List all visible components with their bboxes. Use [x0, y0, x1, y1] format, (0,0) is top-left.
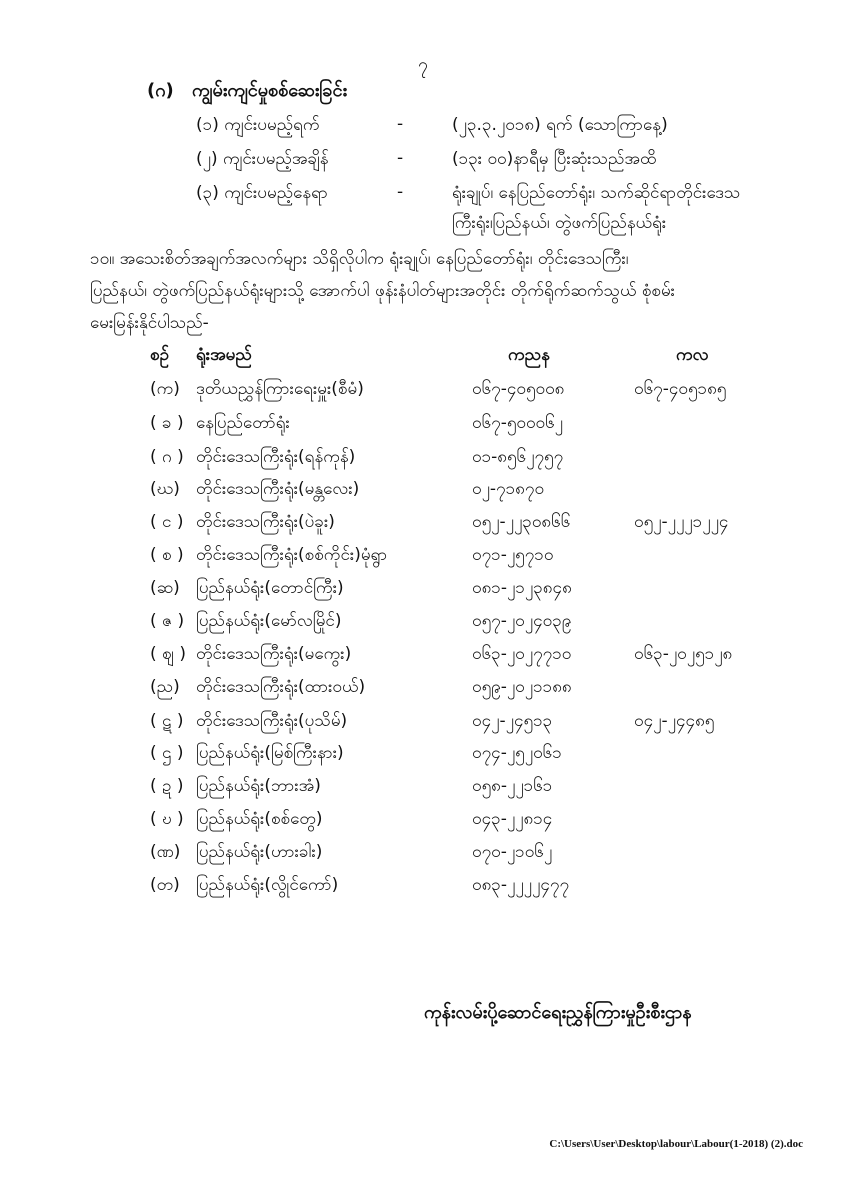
row-name: တိုင်းဒေသကြီးရုံး(မကွေး) [196, 644, 352, 664]
row-name: တိုင်းဒေသကြီးရုံး(ထားဝယ်) [196, 677, 366, 697]
row-fax: ၀၆၃-၂၀၂၅၁၂၈ [634, 644, 733, 664]
row-no: ( ဋ ) [150, 711, 184, 731]
row-no: ( ဍ ) [150, 776, 184, 796]
table-row [0, 676, 849, 709]
row-name: တိုင်းဒေသကြီးရုံး(ရန်ကုန်) [196, 447, 356, 467]
item-place-label: (၃) ကျင်းပမည့်နေရာ [196, 183, 328, 203]
row-no: (ဃ) [150, 479, 180, 499]
table-row [0, 446, 849, 479]
row-no: ( ခ ) [150, 413, 184, 433]
row-tel: ၀၇၀-၂၁၀၆၂ [472, 842, 553, 862]
item-time-label: (၂) ကျင်းပမည့်အချိန် [196, 149, 329, 169]
item-place-value: ရုံးချုပ်၊ နေပြည်တော်ရုံး၊ သက်ဆိုင်ရာတိုင်းဒေသ [452, 183, 741, 203]
row-tel: ၀၄၃-၂၂၈၁၄ [472, 809, 553, 829]
table-row [0, 643, 849, 676]
signature: ကုန်းလမ်းပို့ဆောင်ရေးညွှန်ကြားမှုဦးစီးဌာန [424, 1002, 692, 1023]
row-name: ဒုတိယညွှန်ကြားရေးမှူး(စီမံ) [196, 379, 364, 399]
row-tel: ၀၈၃-၂၂၂၂၄၇၇ [472, 875, 570, 895]
item-place-value-cont: ကြီးရုံး၊ပြည်နယ်၊ တွဲဖက်ပြည်နယ်ရုံး [452, 213, 667, 233]
row-no: ( ဈ ) [150, 644, 187, 664]
row-no: ( ဇ ) [150, 611, 185, 631]
row-tel: ၀၂-၇၁၈၇၀ [472, 479, 545, 499]
page-number: ၇ [418, 54, 429, 75]
row-tel: ၀၈၁-၂၁၂၃၈၄၈ [472, 578, 572, 598]
row-fax: ၀၆၇-၄၀၅၁၈၅ [634, 379, 727, 399]
table-row [0, 841, 849, 874]
row-no: ( ဎ ) [150, 809, 184, 829]
footer-path: C:\Users\User\Desktop\labour\Labour(1-2018) (2).doc [549, 1138, 803, 1150]
row-tel: ၀၁-၈၅၆၂၇၅၇ [472, 447, 564, 467]
row-no: (ဆ) [150, 578, 180, 598]
table-row [0, 544, 849, 577]
row-no: (က) [150, 379, 180, 399]
row-name: တိုင်းဒေသကြီးရုံး(မန္တလေး) [196, 479, 360, 499]
row-no: (ည) [150, 677, 180, 697]
table-row [0, 775, 849, 808]
table-header [0, 344, 849, 377]
row-name: ပြည်နယ်ရုံး(တောင်ကြီး) [196, 578, 344, 598]
table-row [0, 577, 849, 610]
row-fax: ၀၄၂-၂၄၄၈၅ [634, 711, 715, 731]
table-row [0, 874, 849, 907]
row-tel: ၀၆၃-၂၀၂၇၇၁၀ [472, 644, 572, 664]
row-no: ( စ ) [150, 545, 184, 565]
paragraph-line-3: မေးမြန်းနိုင်ပါသည်- [90, 313, 209, 333]
row-no: (တ) [150, 875, 180, 895]
row-tel: ၀၆၇-၅၀၀၀၆၂ [472, 413, 563, 433]
row-name: ပြည်နယ်ရုံး(မြစ်ကြီးနား) [196, 743, 344, 763]
paragraph-line-2: ပြည်နယ်၊ တွဲဖက်ပြည်နယ်ရုံးများသို့ အောက်ပါ ဖုန်းနံပါတ်များအတိုင်း တိုက်ရိုက်ဆက်သွယ် စုံစမ်း [90, 281, 675, 301]
row-name: ပြည်နယ်ရုံး(လွိုင်ကော်) [196, 875, 339, 895]
row-tel: ၀၅၈-၂၂၁၆၁ [472, 776, 553, 796]
row-no: ( ဂ ) [150, 447, 184, 467]
item-date-value: (၂၃.၃.၂၀၁၈) ရက် (သောကြာနေ့) [452, 115, 668, 135]
table-row [0, 511, 849, 544]
row-no: ( င ) [150, 512, 184, 532]
row-tel: ၀၆၇-၄၀၅၀၀၈ [472, 379, 565, 399]
row-fax: ၀၅၂-၂၂၂၁၂၂၄ [634, 512, 729, 532]
section-label: (ဂ) [147, 80, 174, 101]
row-name: ပြည်နယ်ရုံး(စစ်တွေ) [196, 809, 323, 829]
item-date-label: (၁) ကျင်းပမည့်ရက် [196, 115, 320, 135]
row-tel: ၀၄၂-၂၄၅၁၃ [472, 711, 553, 731]
row-name: ပြည်နယ်ရုံး(မော်လမြိုင်) [196, 611, 342, 631]
row-no: ( ဌ ) [150, 743, 184, 763]
table-row [0, 412, 849, 445]
table-row [0, 742, 849, 775]
section-title: ကျွမ်းကျင်မှုစစ်ဆေးခြင်း [192, 80, 348, 101]
row-name: ပြည်နယ်ရုံး(ဘားအံ) [196, 776, 321, 796]
table-row [0, 378, 849, 411]
row-no: (ဏ) [150, 842, 181, 862]
row-tel: ၀၅၉-၂၀၂၁၁၈၈ [472, 677, 572, 697]
row-tel: ၀၇၁-၂၅၇၁၀ [472, 545, 554, 565]
table-row [0, 710, 849, 743]
row-name: ပြည်နယ်ရုံး(ဟားခါး) [196, 842, 323, 862]
item-time-dash: - [397, 148, 404, 168]
row-name: နေပြည်တော်ရုံး [196, 413, 290, 433]
paragraph-line-1: ၁၀။ အသေးစိတ်အချက်အလက်များ သိရှိလိုပါက ရုံးချုပ်၊ နေပြည်တော်ရုံး၊ တိုင်းဒေသကြီး၊ [90, 249, 629, 269]
row-tel: ၀၅၂-၂၂၃၀၈၆၆ [472, 512, 571, 532]
header-name: ရုံးအမည် [196, 345, 252, 365]
item-date-dash: - [397, 114, 404, 134]
header-fax: ကလ [676, 345, 709, 365]
row-name: တိုင်းဒေသကြီးရုံး(ပဲခူး) [196, 512, 335, 532]
item-time-value: (၁၃း ၀၀)နာရီမှ ပြီးဆုံးသည်အထိ [452, 149, 657, 169]
row-tel: ၀၇၄-၂၅၂၀၆၁ [472, 743, 562, 763]
table-row [0, 808, 849, 841]
item-place-dash: - [397, 182, 404, 202]
table-row [0, 610, 849, 643]
row-name: တိုင်းဒေသကြီးရုံး(စစ်ကိုင်း)မုံရွာ [196, 545, 388, 565]
row-tel: ၀၅၇-၂၀၂၄၀၃၉ [472, 611, 572, 631]
header-tel: ကညန [508, 345, 550, 365]
table-row [0, 478, 849, 511]
row-name: တိုင်းဒေသကြီးရုံး(ပုသိမ်) [196, 711, 348, 731]
header-no: စဉ် [150, 345, 169, 365]
